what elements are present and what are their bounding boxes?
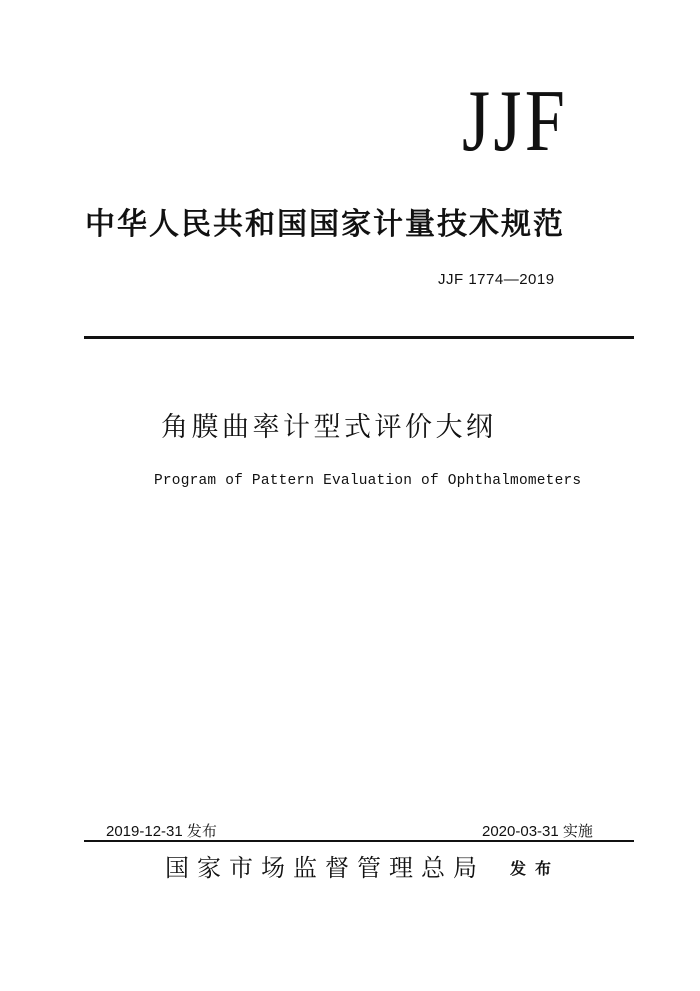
- standard-code: JJF 1774—2019: [438, 271, 555, 288]
- document-title-chinese: 角膜曲率计型式评价大纲: [161, 412, 497, 443]
- header-divider: [84, 336, 634, 339]
- document-title-english: Program of Pattern Evaluation of Ophthalmometers: [154, 473, 582, 489]
- effective-date: 2020-03-31 实施: [482, 823, 593, 840]
- issue-date: 2019-12-31 发布: [106, 823, 217, 840]
- publisher-suffix: 发布: [510, 859, 561, 878]
- jjf-logo: JJF: [462, 73, 569, 170]
- footer-divider: [84, 840, 634, 842]
- standard-category-title: 中华人民共和国国家计量技术规范: [85, 207, 565, 242]
- publisher-name: 国家市场监督管理总局: [165, 854, 485, 882]
